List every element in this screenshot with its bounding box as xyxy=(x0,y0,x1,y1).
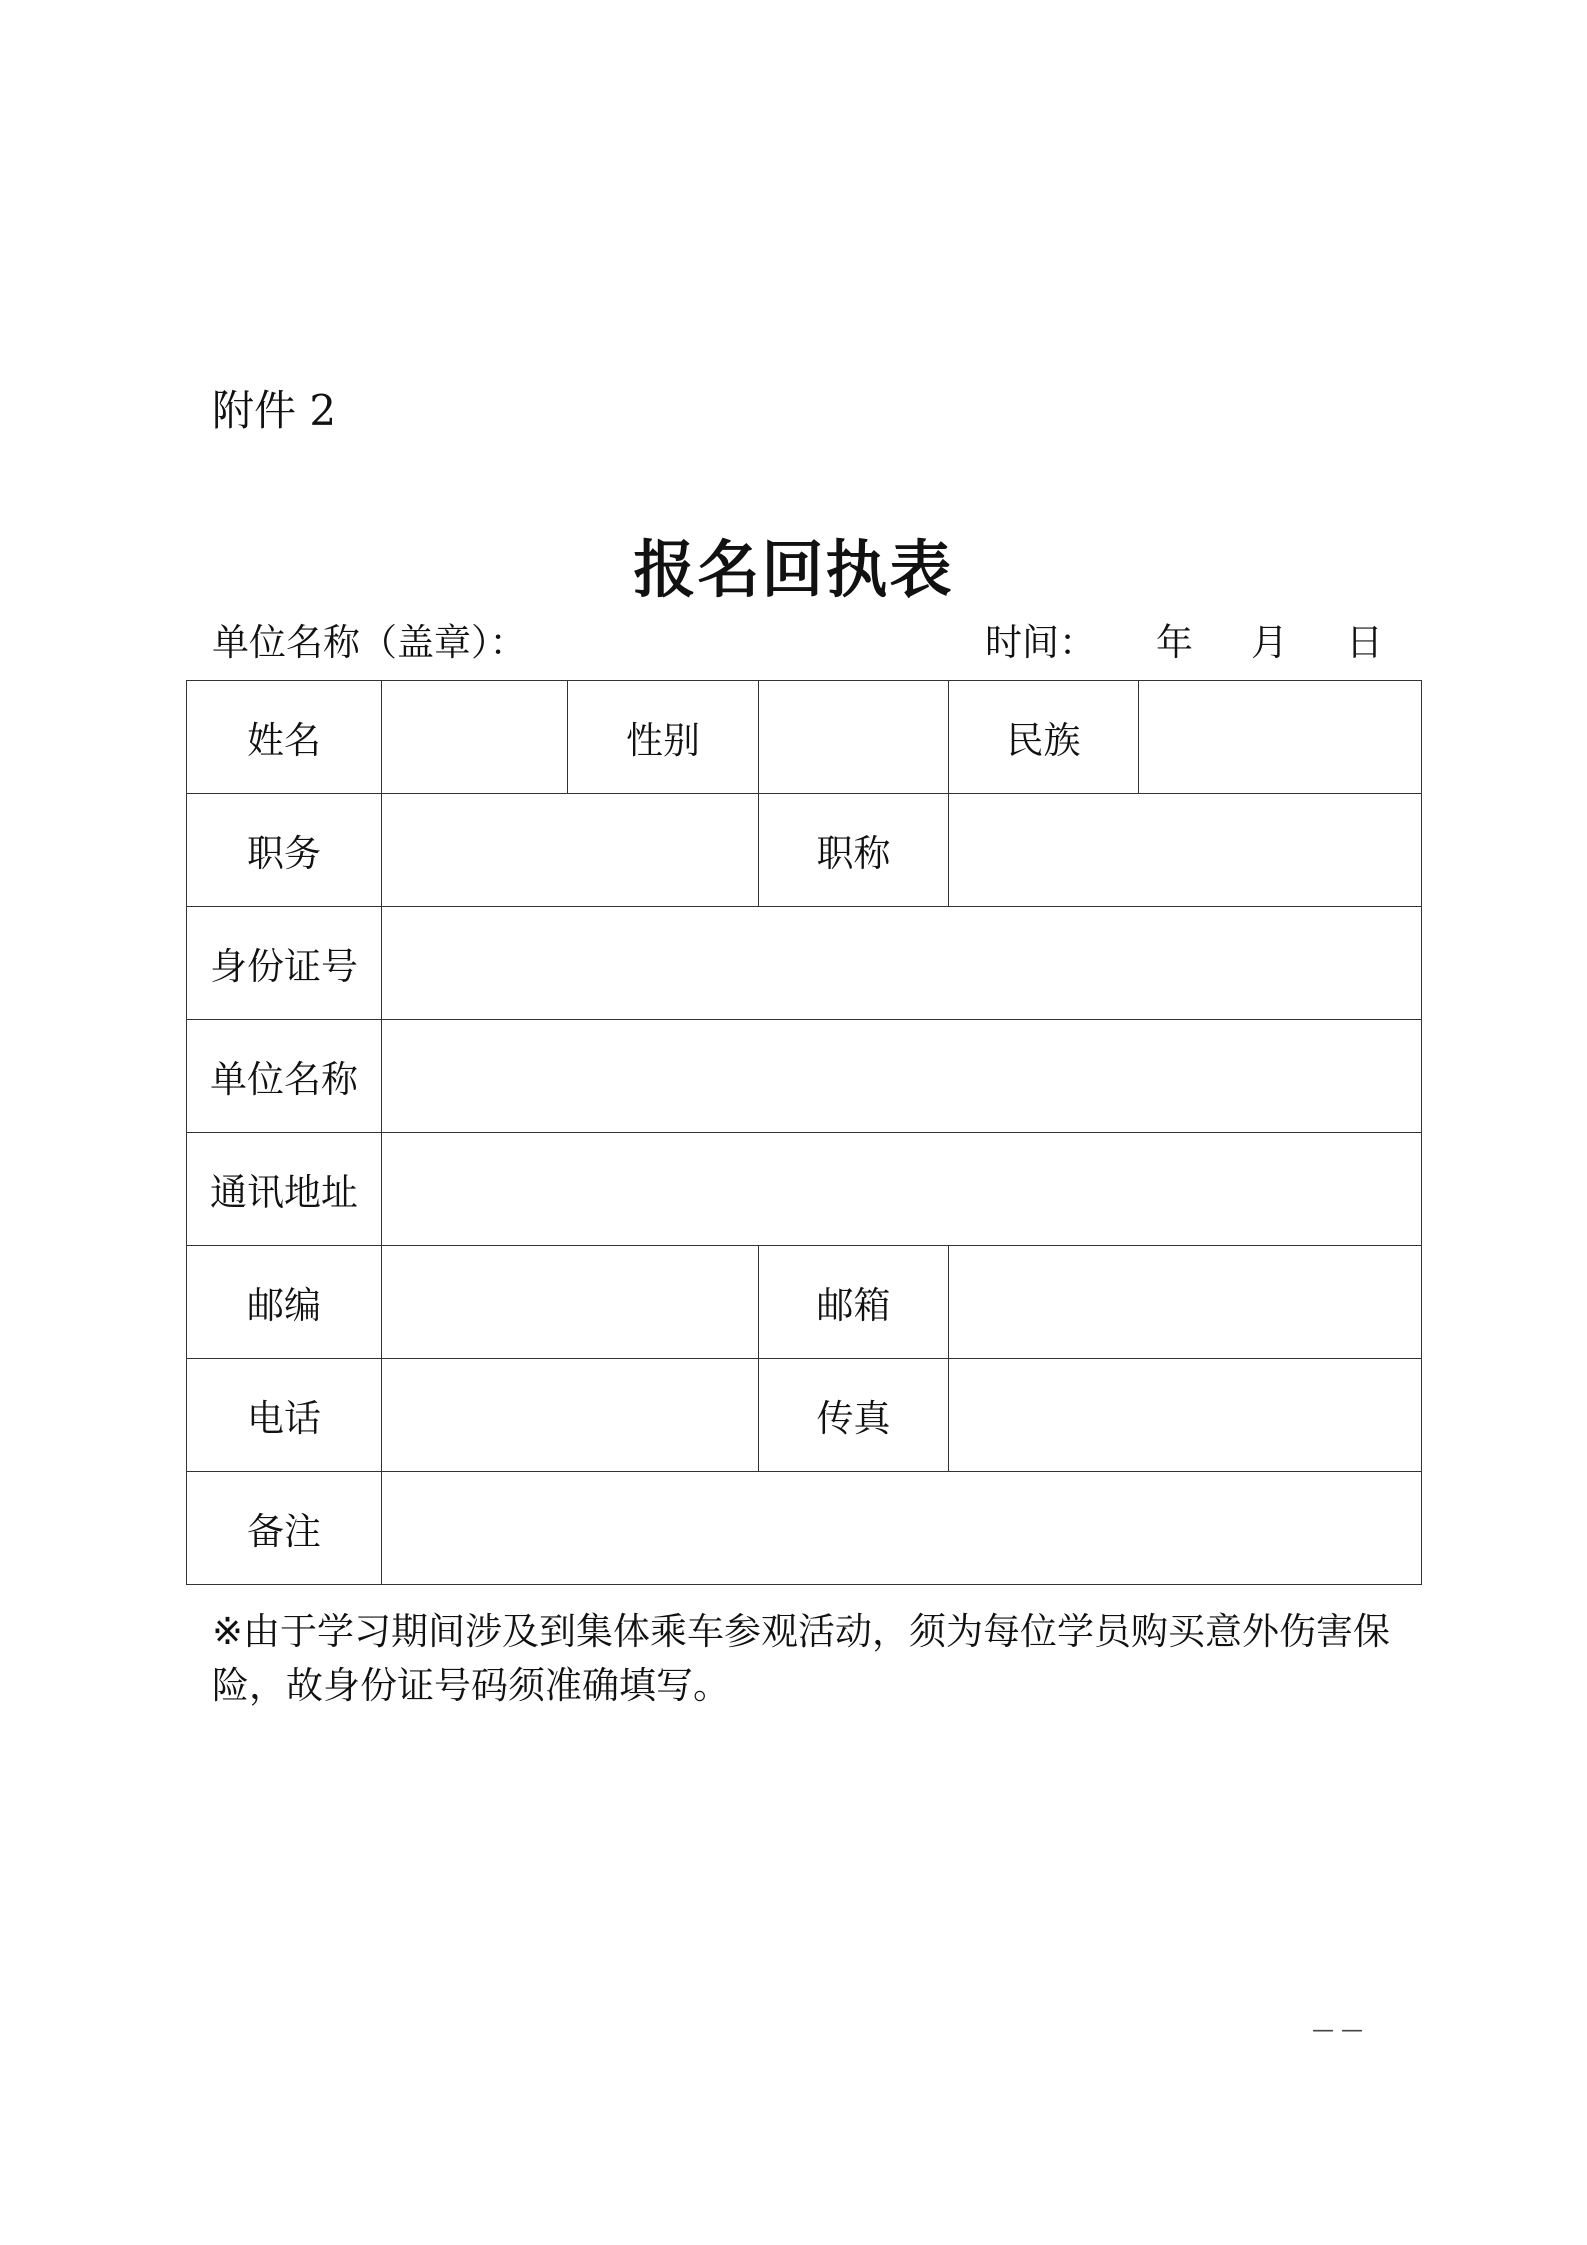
email-field[interactable] xyxy=(949,1246,1422,1359)
address-label: 通讯地址 xyxy=(187,1133,382,1246)
org-name-label: 单位名称（盖章）： xyxy=(212,621,527,664)
id-number-field[interactable] xyxy=(382,907,1422,1020)
remarks-label: 备注 xyxy=(187,1472,382,1585)
registration-table xyxy=(186,680,1422,1585)
postcode-field[interactable] xyxy=(382,1246,759,1359)
phone-field[interactable] xyxy=(382,1359,759,1472)
title-label: 职称 xyxy=(759,794,949,907)
name-field[interactable] xyxy=(382,681,568,794)
position-field[interactable] xyxy=(382,794,759,907)
fax-field[interactable] xyxy=(949,1359,1422,1472)
year-label: 年 xyxy=(1156,621,1193,664)
table-row xyxy=(187,794,1422,907)
ethnicity-label: 民族 xyxy=(949,681,1139,794)
time-label: 时间： xyxy=(985,621,1096,664)
day-label: 日 xyxy=(1346,621,1383,664)
date-line xyxy=(985,612,1383,666)
postcode-label: 邮编 xyxy=(187,1246,382,1359)
table-row xyxy=(187,1359,1422,1472)
table-row xyxy=(187,1472,1422,1585)
table-row xyxy=(187,1246,1422,1359)
gender-label: 性别 xyxy=(568,681,759,794)
name-label: 姓名 xyxy=(187,681,382,794)
table-row xyxy=(187,1133,1422,1246)
attachment-label: 附件 2 xyxy=(212,386,337,435)
remarks-field[interactable] xyxy=(382,1472,1422,1585)
note-text: ※由于学习期间涉及到集体乘车参观活动，须为每位学员购买意外伤害保险，故身份证号码须准确填写。 xyxy=(212,1610,1390,1707)
phone-label: 电话 xyxy=(187,1359,382,1472)
position-label: 职务 xyxy=(187,794,382,907)
month-label: 月 xyxy=(1251,621,1288,664)
fax-label: 传真 xyxy=(759,1359,949,1472)
email-label: 邮箱 xyxy=(759,1246,949,1359)
table-row xyxy=(187,681,1422,794)
gender-field[interactable] xyxy=(759,681,949,794)
unit-name-label: 单位名称 xyxy=(187,1020,382,1133)
form-title: 报名回执表 xyxy=(633,533,954,606)
title-field[interactable] xyxy=(949,794,1422,907)
table-row xyxy=(187,907,1422,1020)
unit-name-field[interactable] xyxy=(382,1020,1422,1133)
address-field[interactable] xyxy=(382,1133,1422,1246)
table-row xyxy=(187,1020,1422,1133)
id-number-label: 身份证号 xyxy=(187,907,382,1020)
page-footer: — — xyxy=(1312,2018,1363,2043)
ethnicity-field[interactable] xyxy=(1139,681,1422,794)
